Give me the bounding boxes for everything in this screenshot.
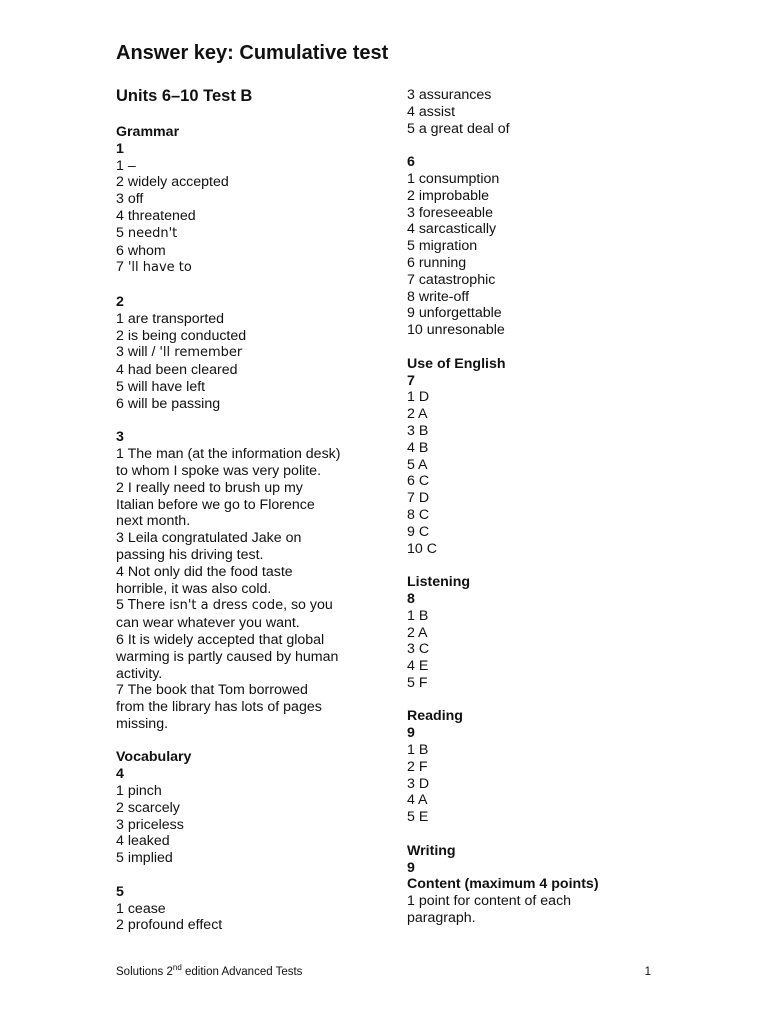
- writing-heading: Writing: [407, 842, 456, 859]
- answer-item: 10 C: [407, 540, 437, 557]
- vocabulary-section: [116, 749, 378, 867]
- answer-item: 5 implied: [116, 850, 173, 867]
- use-of-english-heading: Use of English: [407, 355, 506, 372]
- grammar-exercise-3: [116, 429, 378, 732]
- answer-line: 7 The book that Tom borrowed: [116, 682, 308, 699]
- answer-item: 5 F: [407, 674, 428, 691]
- answer-item: 4 A: [407, 792, 428, 809]
- answer-line: missing.: [116, 715, 169, 732]
- exercise-number: 4: [116, 766, 124, 783]
- exercise-number: 6: [407, 154, 415, 171]
- answer-item: 3 priceless: [116, 816, 184, 833]
- exercise-number: 2: [116, 293, 124, 310]
- exercise-number: 8: [407, 590, 415, 607]
- answer-item: 5 E: [407, 809, 429, 826]
- answer-line: paragraph.: [407, 910, 476, 927]
- answer-item: 3 will / 'll remember: [116, 344, 243, 361]
- grammar-section: [116, 124, 378, 277]
- answer-line: activity.: [116, 665, 163, 682]
- answer-item: 9 unforgettable: [407, 305, 502, 322]
- answer-item: 7 catastrophic: [407, 271, 496, 288]
- answer-item: 5 A: [407, 456, 428, 473]
- answer-item: 10 unresonable: [407, 322, 505, 339]
- answer-line: Italian before we go to Florence: [116, 496, 315, 513]
- answer-line: 5 There isn't a dress code, so you: [116, 597, 333, 614]
- answer-item: 2 widely accepted: [116, 174, 229, 191]
- exercise-number: 1: [116, 140, 124, 157]
- answer-item: 6 C: [407, 473, 430, 490]
- listening-heading: Listening: [407, 574, 471, 591]
- answer-item: 1 –: [116, 157, 136, 174]
- page-title: Answer key: Cumulative test: [116, 42, 389, 64]
- vocabulary-exercise-5: [116, 884, 378, 934]
- answer-item: 2 A: [407, 406, 428, 423]
- answer-item: 6 whom: [116, 242, 166, 259]
- answer-item: 2 F: [407, 758, 428, 775]
- answer-item: 1 cease: [116, 900, 166, 917]
- exercise-number: 9: [407, 859, 415, 876]
- answer-line: 1 The man (at the information desk): [116, 446, 341, 463]
- answer-item: 7 'll have to: [116, 259, 192, 276]
- exercise-number: 9: [407, 725, 415, 742]
- answer-item: 9 C: [407, 523, 430, 540]
- answer-item: 4 leaked: [116, 833, 170, 850]
- answer-line: passing his driving test.: [116, 546, 264, 563]
- answer-line: horrible, it was also cold.: [116, 580, 272, 597]
- answer-line: 4 Not only did the food taste: [116, 563, 293, 580]
- footer-edition: Solutions 2nd edition Advanced Tests: [116, 963, 303, 978]
- answer-line: warming is partly caused by human: [116, 648, 339, 665]
- vocabulary-exercise-6: [407, 154, 669, 339]
- page-number: 1: [644, 966, 651, 978]
- answer-item: 4 sarcastically: [407, 221, 497, 238]
- right-column: [407, 87, 669, 927]
- answer-item: 1 D: [407, 389, 430, 406]
- exercise-number: 3: [116, 429, 124, 446]
- answer-item: 8 write-off: [407, 288, 470, 305]
- listening-section: [407, 574, 669, 692]
- answer-item: 3 assurances: [407, 87, 492, 103]
- answer-item: 5 will have left: [116, 378, 206, 395]
- answer-item: 8 C: [407, 506, 430, 523]
- exercise-number: 7: [407, 372, 415, 389]
- answer-item: 1 consumption: [407, 170, 500, 187]
- answer-line: can wear whatever you want.: [116, 615, 300, 632]
- answer-item: 4 E: [407, 658, 429, 675]
- answer-line: next month.: [116, 513, 191, 530]
- answer-line: 1 point for content of each: [407, 893, 572, 910]
- answer-item: 2 profound effect: [116, 917, 223, 934]
- answer-item: 2 is being conducted: [116, 327, 247, 344]
- answer-line: 3 Leila congratulated Jake on: [116, 530, 302, 547]
- answer-item: 2 A: [407, 624, 428, 641]
- answer-item: 2 improbable: [407, 187, 490, 204]
- exercise-number: 5: [116, 883, 124, 900]
- answer-item: 6 running: [407, 254, 467, 271]
- answer-item: 5 migration: [407, 238, 478, 255]
- answer-line: to whom I spoke was very polite.: [116, 462, 322, 479]
- answer-item: 3 C: [407, 641, 430, 658]
- answer-line: 6 It is widely accepted that global: [116, 631, 325, 648]
- answer-item: 6 will be passing: [116, 395, 221, 412]
- answer-item: 4 had been cleared: [116, 362, 238, 379]
- answer-item: 3 B: [407, 422, 429, 439]
- answer-item: 1 B: [407, 607, 429, 624]
- vocabulary-heading: Vocabulary: [116, 749, 192, 766]
- reading-section: [407, 708, 669, 826]
- answer-item: 3 foreseeable: [407, 204, 493, 221]
- content-heading: Content (maximum 4 points): [407, 876, 599, 893]
- answer-item: 4 assist: [407, 103, 456, 120]
- writing-section: [407, 843, 669, 927]
- answer-item: 4 B: [407, 439, 429, 456]
- answer-item: 7 D: [407, 490, 430, 507]
- answer-item: 3 off: [116, 191, 144, 208]
- answer-item: 5 needn't: [116, 224, 178, 241]
- answer-item: 4 threatened: [116, 207, 196, 224]
- answer-item: 2 scarcely: [116, 799, 180, 816]
- answer-line: 2 I really need to brush up my: [116, 479, 303, 496]
- use-of-english-section: [407, 356, 669, 558]
- grammar-exercise-2: [116, 294, 378, 413]
- units-heading: Units 6–10 Test B: [116, 87, 253, 105]
- left-column: [116, 86, 378, 934]
- answer-item: 1 pinch: [116, 783, 162, 800]
- answer-item: 3 D: [407, 775, 430, 792]
- answer-item: 5 a great deal of: [407, 120, 510, 137]
- answer-line: from the library has lots of pages: [116, 699, 322, 716]
- reading-heading: Reading: [407, 708, 463, 725]
- answer-item: 1 are transported: [116, 310, 225, 327]
- answer-item: 1 B: [407, 742, 429, 759]
- grammar-heading: Grammar: [116, 124, 180, 140]
